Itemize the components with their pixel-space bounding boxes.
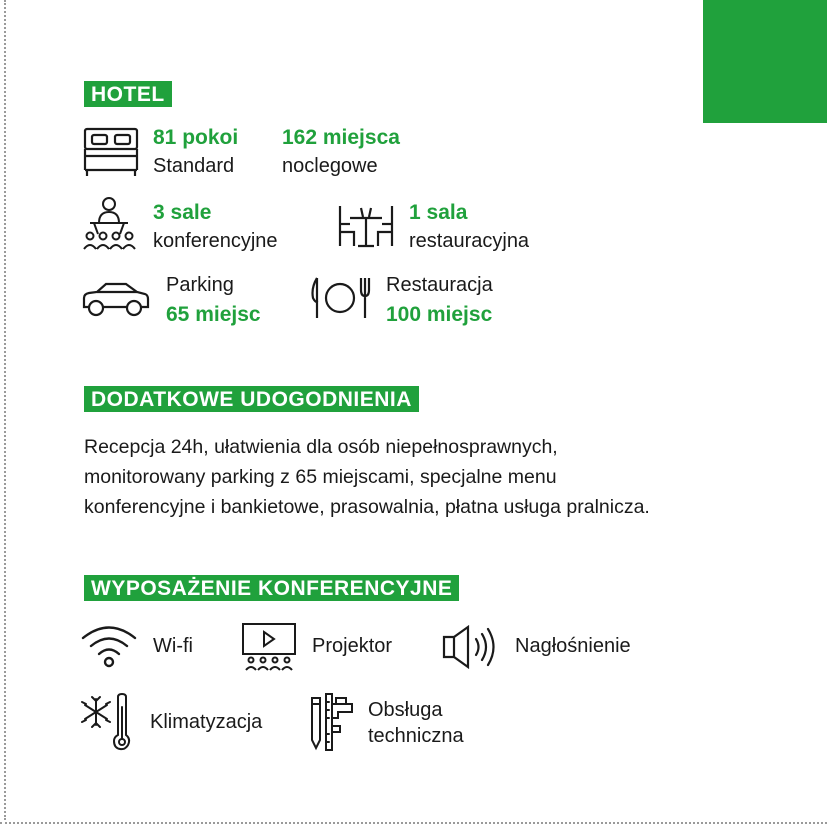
restaurant-room-count: 1 sala (409, 201, 468, 224)
restaurant-count: 100 miejsc (386, 303, 493, 326)
bed-icon (82, 126, 140, 178)
rooms-label: Standard (153, 155, 235, 177)
wifi-icon (80, 623, 138, 669)
car-icon (81, 281, 151, 319)
extras-heading: DODATKOWE UDOGODNIENIA (84, 386, 419, 412)
restaurant-room-label: restauracyjna (409, 230, 530, 252)
equipment-heading: WYPOSAŻENIE KONFERENCYJNE (84, 575, 459, 601)
extras-line: monitorowany parking z 65 miejscami, specjalne menu (84, 466, 557, 488)
parking-count: 65 miejsc (166, 303, 261, 326)
dining-table-icon (336, 204, 396, 248)
beds-count: 162 miejsca (282, 126, 400, 149)
extras-line: Recepcja 24h, ułatwienia dla osób niepełnosprawnych, (84, 436, 558, 458)
extras-paragraph (84, 432, 784, 522)
extras-line: konferencyjne i bankietowe, prasowalnia, płatna usługa pralnicza. (84, 496, 650, 518)
air-conditioning-icon (80, 693, 136, 751)
technical-tools-icon (308, 692, 356, 752)
technical-label-line1: Obsługa (368, 699, 443, 721)
projector-label: Projektor (312, 635, 393, 657)
dotted-border-left (4, 0, 6, 820)
parking-label: Parking (166, 274, 234, 296)
speaker-icon (442, 625, 500, 669)
rooms-count: 81 pokoi (153, 126, 239, 149)
wifi-label: Wi-fi (153, 635, 193, 657)
conference-icon (80, 196, 138, 252)
technical-label-line2: techniczna (368, 725, 464, 747)
speaker-label: Nagłośnienie (515, 635, 631, 657)
projector-icon (240, 622, 298, 672)
halls-label: konferencyjne (153, 230, 278, 252)
restaurant-label: Restauracja (386, 274, 493, 296)
dotted-border-bottom (0, 822, 827, 824)
air-conditioning-label: Klimatyzacja (150, 711, 263, 733)
beds-label: noclegowe (282, 155, 378, 177)
corner-accent-block (703, 0, 827, 123)
hotel-heading: HOTEL (84, 81, 172, 107)
plate-cutlery-icon (311, 276, 373, 320)
halls-count: 3 sale (153, 201, 212, 224)
